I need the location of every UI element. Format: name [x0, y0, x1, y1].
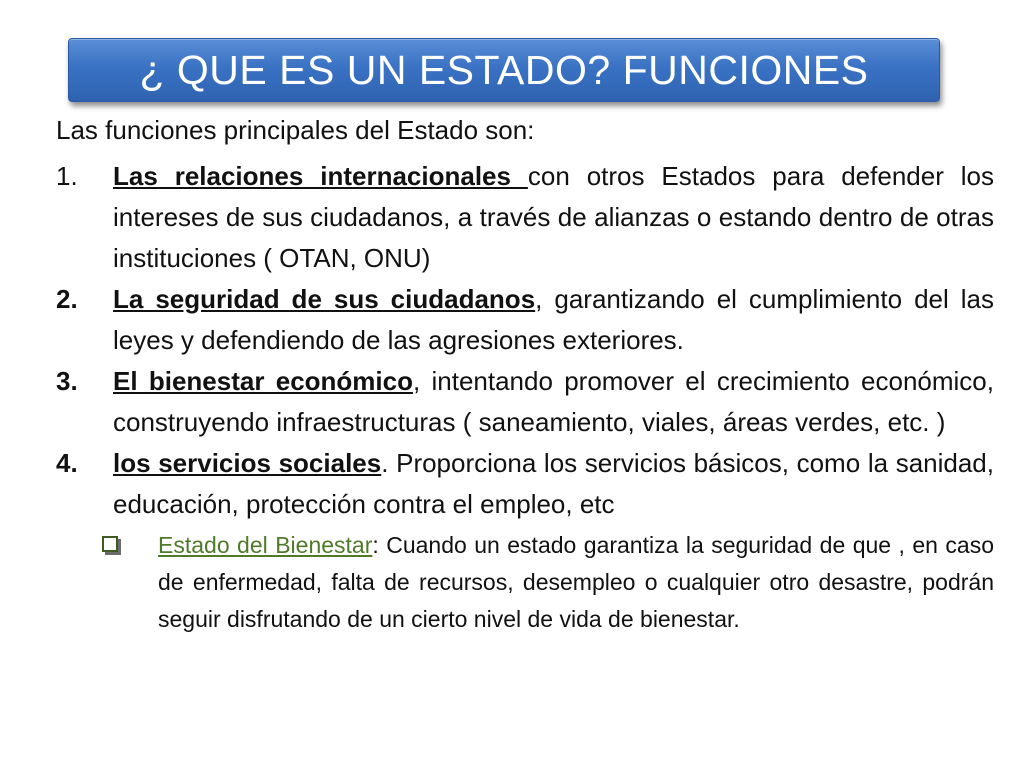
- checkbox-bullet-icon: [102, 536, 118, 552]
- item-number: 1.: [56, 161, 78, 191]
- item-term: El bienestar económico: [113, 366, 413, 396]
- item-number: 2.: [56, 284, 78, 314]
- item-number: 3.: [56, 366, 78, 396]
- sub-item-term: Estado del Bienestar: [158, 532, 373, 558]
- list-item-3: [56, 361, 994, 443]
- item-number: 4.: [56, 448, 78, 478]
- title-banner: [68, 38, 940, 102]
- item-term: La seguridad de sus ciudadanos: [113, 284, 536, 314]
- item-text: . Proporciona los servicios básicos, como la sanidad, educación, protección contra el empleo, etc: [113, 448, 994, 519]
- item-text: , intentando promover el crecimiento económico, construyendo infraestructuras ( saneamiento, viales, áreas verdes, etc. ): [113, 366, 994, 437]
- item-term: los servicios sociales: [113, 448, 382, 478]
- list-item-4: [56, 443, 994, 525]
- item-term: Las relaciones internacionales: [113, 161, 528, 191]
- sub-item-text: : Cuando un estado garantiza la seguridad de que , en caso de enfermedad, falta de recursos, desempleo o cualquier otro desastre, podrán seguir disfrutando de un cierto nivel de vida de bienestar.: [158, 532, 994, 632]
- intro-text: Las funciones principales del Estado son:: [56, 115, 535, 145]
- item-text: con otros Estados para defender los intereses de sus ciudadanos, a través de alianzas o estando dentro de otras instituciones ( OTAN, ONU): [113, 161, 994, 273]
- list-item-2: [56, 279, 994, 361]
- item-text: , garantizando el cumplimiento del las leyes y defendiendo de las agresiones exteriores.: [113, 284, 994, 355]
- slide-title: ¿ QUE ES UN ESTADO? FUNCIONES: [139, 46, 869, 93]
- slide-body: [56, 112, 994, 638]
- list-item-1: [56, 156, 994, 279]
- sub-list-item: [102, 527, 994, 638]
